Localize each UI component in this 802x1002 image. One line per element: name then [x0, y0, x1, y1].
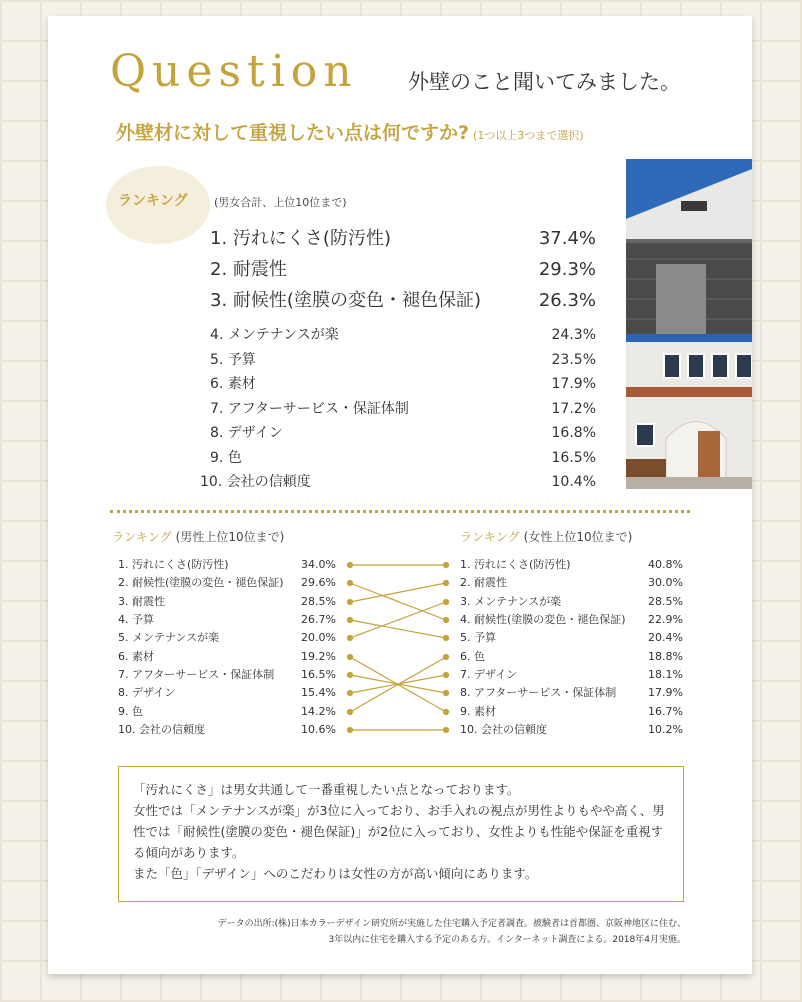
male-row-value: 20.0%: [301, 631, 336, 644]
female-row-label: 1. 汚れにくさ(防汚性): [460, 558, 571, 571]
article-card: [48, 16, 752, 974]
male-row-label: 5. メンテナンスが楽: [118, 631, 220, 644]
male-row-value: 14.2%: [301, 705, 336, 718]
female-row-value: 16.7%: [648, 705, 683, 718]
female-row-label: 4. 耐候性(塗膜の変色・褪色保証): [460, 613, 626, 626]
connector-dot: [444, 673, 449, 678]
comment-line: また「色」「デザイン」へのこだわりは女性の方が高い傾向にあります。: [133, 866, 538, 881]
connector-dot: [348, 691, 353, 696]
female-row-value: 28.5%: [648, 595, 683, 608]
ranking-row-label: 10. 会社の信頼度: [200, 474, 311, 490]
connector-dot: [348, 636, 353, 641]
connector-dot: [444, 710, 449, 715]
male-row-label: 9. 色: [118, 705, 143, 718]
ranking-badge-label: ランキング: [118, 193, 188, 209]
ranking-row-value: 10.4%: [551, 474, 596, 490]
ranking-row-label: 8. デザイン: [210, 425, 283, 441]
ranking-row-label: 3. 耐候性(塗膜の変色・褪色保証): [210, 290, 481, 311]
female-row-value: 18.1%: [648, 668, 683, 681]
ranking-row-label: 9. 色: [210, 450, 242, 466]
female-row-label: 5. 予算: [460, 631, 496, 644]
connector-dot: [444, 563, 449, 568]
comment-line: 女性では「メンテナンスが楽」が3位に入っており、お手入れの視点が男性よりもやや高く、男性では「耐候性(塗膜の変色・褪色保証)」が2位に入っており、女性よりも性能や保証を重視する傾向があります。: [133, 803, 665, 860]
connector-line: [350, 583, 446, 602]
female-row-label: 8. アフターサービス・保証体制: [460, 686, 617, 699]
connector-dot: [348, 655, 353, 660]
question-note: (1つ以上3つまで選択): [473, 129, 584, 142]
female-row-value: 40.8%: [648, 558, 683, 571]
source-line: 3年以内に住宅を購入する予定のある方。インターネット調査による。2018年4月実施。: [328, 935, 686, 945]
male-row-value: 10.6%: [301, 723, 336, 736]
ranking-row-label: 5. 予算: [210, 352, 256, 368]
ranking-row-label: 2. 耐震性: [210, 259, 287, 280]
male-row-value: 19.2%: [301, 650, 336, 663]
female-row-label: 3. メンテナンスが楽: [460, 595, 562, 608]
ranking-row-value: 26.3%: [538, 290, 596, 311]
ranking-row-value: 16.5%: [551, 450, 596, 466]
ranking-row-value: 17.9%: [551, 376, 596, 392]
female-row-label: 10. 会社の信頼度: [460, 723, 547, 736]
connector-dot: [444, 636, 449, 641]
connector-dot: [444, 600, 449, 605]
connector-dot: [348, 618, 353, 623]
connector-line: [350, 602, 446, 638]
ranking-row-value: 17.2%: [551, 401, 596, 417]
female-row-value: 10.2%: [648, 723, 683, 736]
female-row-value: 30.0%: [648, 576, 683, 589]
connector-dot: [348, 563, 353, 568]
male-row-label: 6. 素材: [118, 650, 154, 663]
connector-dot: [348, 600, 353, 605]
ranking-row-value: 24.3%: [551, 327, 596, 343]
question-main: 外壁材に対して重視したい点は何ですか?: [116, 122, 470, 144]
source-line: データの出所:(株)日本カラーデザイン研究所が実施した住宅購入予定者調査。被験者は首都圏、京阪神地区に住む、: [217, 919, 686, 929]
connector-line: [350, 620, 446, 638]
connector-dot: [444, 691, 449, 696]
male-row-value: 34.0%: [301, 558, 336, 571]
question-subtitle: 外壁のこと聞いてみました。: [408, 70, 681, 94]
female-row-label: 2. 耐震性: [460, 576, 507, 589]
male-row-value: 15.4%: [301, 686, 336, 699]
male-row-label: 7. アフターサービス・保証体制: [118, 668, 275, 681]
comment-line: 「汚れにくさ」は男女共通して一番重視したい点となっております。: [133, 782, 520, 797]
female-ranking-title: ランキング (女性上位10位まで): [460, 530, 633, 544]
question-title: Question: [110, 46, 358, 97]
female-row-value: 20.4%: [648, 631, 683, 644]
ranking-connector: [48, 16, 752, 776]
connector-dot: [348, 728, 353, 733]
male-row-value: 16.5%: [301, 668, 336, 681]
male-row-value: 29.6%: [301, 576, 336, 589]
connector-line: [350, 583, 446, 620]
comment-box: [118, 766, 684, 902]
female-row-value: 18.8%: [648, 650, 683, 663]
female-row-value: 22.9%: [648, 613, 683, 626]
connector-dot: [444, 581, 449, 586]
ranking-row-value: 29.3%: [538, 259, 596, 280]
ranking-row-value: 16.8%: [551, 425, 596, 441]
female-row-label: 6. 色: [460, 650, 485, 663]
ranking-row-value: 37.4%: [538, 228, 596, 249]
male-row-value: 26.7%: [301, 613, 336, 626]
male-row-label: 10. 会社の信頼度: [118, 723, 205, 736]
ranking-row-value: 23.5%: [551, 352, 596, 368]
ranking-row-label: 6. 素材: [210, 376, 256, 392]
male-row-label: 1. 汚れにくさ(防汚性): [118, 558, 229, 571]
connector-dot: [348, 581, 353, 586]
ranking-row-label: 4. メンテナンスが楽: [210, 327, 339, 343]
ranking-note: (男女合計、上位10位まで): [214, 196, 347, 209]
male-row-label: 8. デザイン: [118, 686, 176, 699]
male-row-label: 2. 耐候性(塗膜の変色・褪色保証): [118, 576, 284, 589]
connector-dot: [348, 673, 353, 678]
male-row-value: 28.5%: [301, 595, 336, 608]
ranking-row-label: 1. 汚れにくさ(防汚性): [210, 228, 391, 249]
connector-dot: [444, 728, 449, 733]
male-row-label: 4. 予算: [118, 613, 154, 626]
female-row-label: 9. 素材: [460, 705, 496, 718]
connector-dot: [444, 655, 449, 660]
data-source: [218, 916, 686, 948]
connector-dot: [444, 618, 449, 623]
female-row-value: 17.9%: [648, 686, 683, 699]
connector-dot: [348, 710, 353, 715]
male-row-label: 3. 耐震性: [118, 595, 165, 608]
female-row-label: 7. デザイン: [460, 668, 518, 681]
male-ranking-title: ランキング (男性上位10位まで): [112, 530, 285, 544]
ranking-row-label: 7. アフターサービス・保証体制: [210, 401, 409, 417]
